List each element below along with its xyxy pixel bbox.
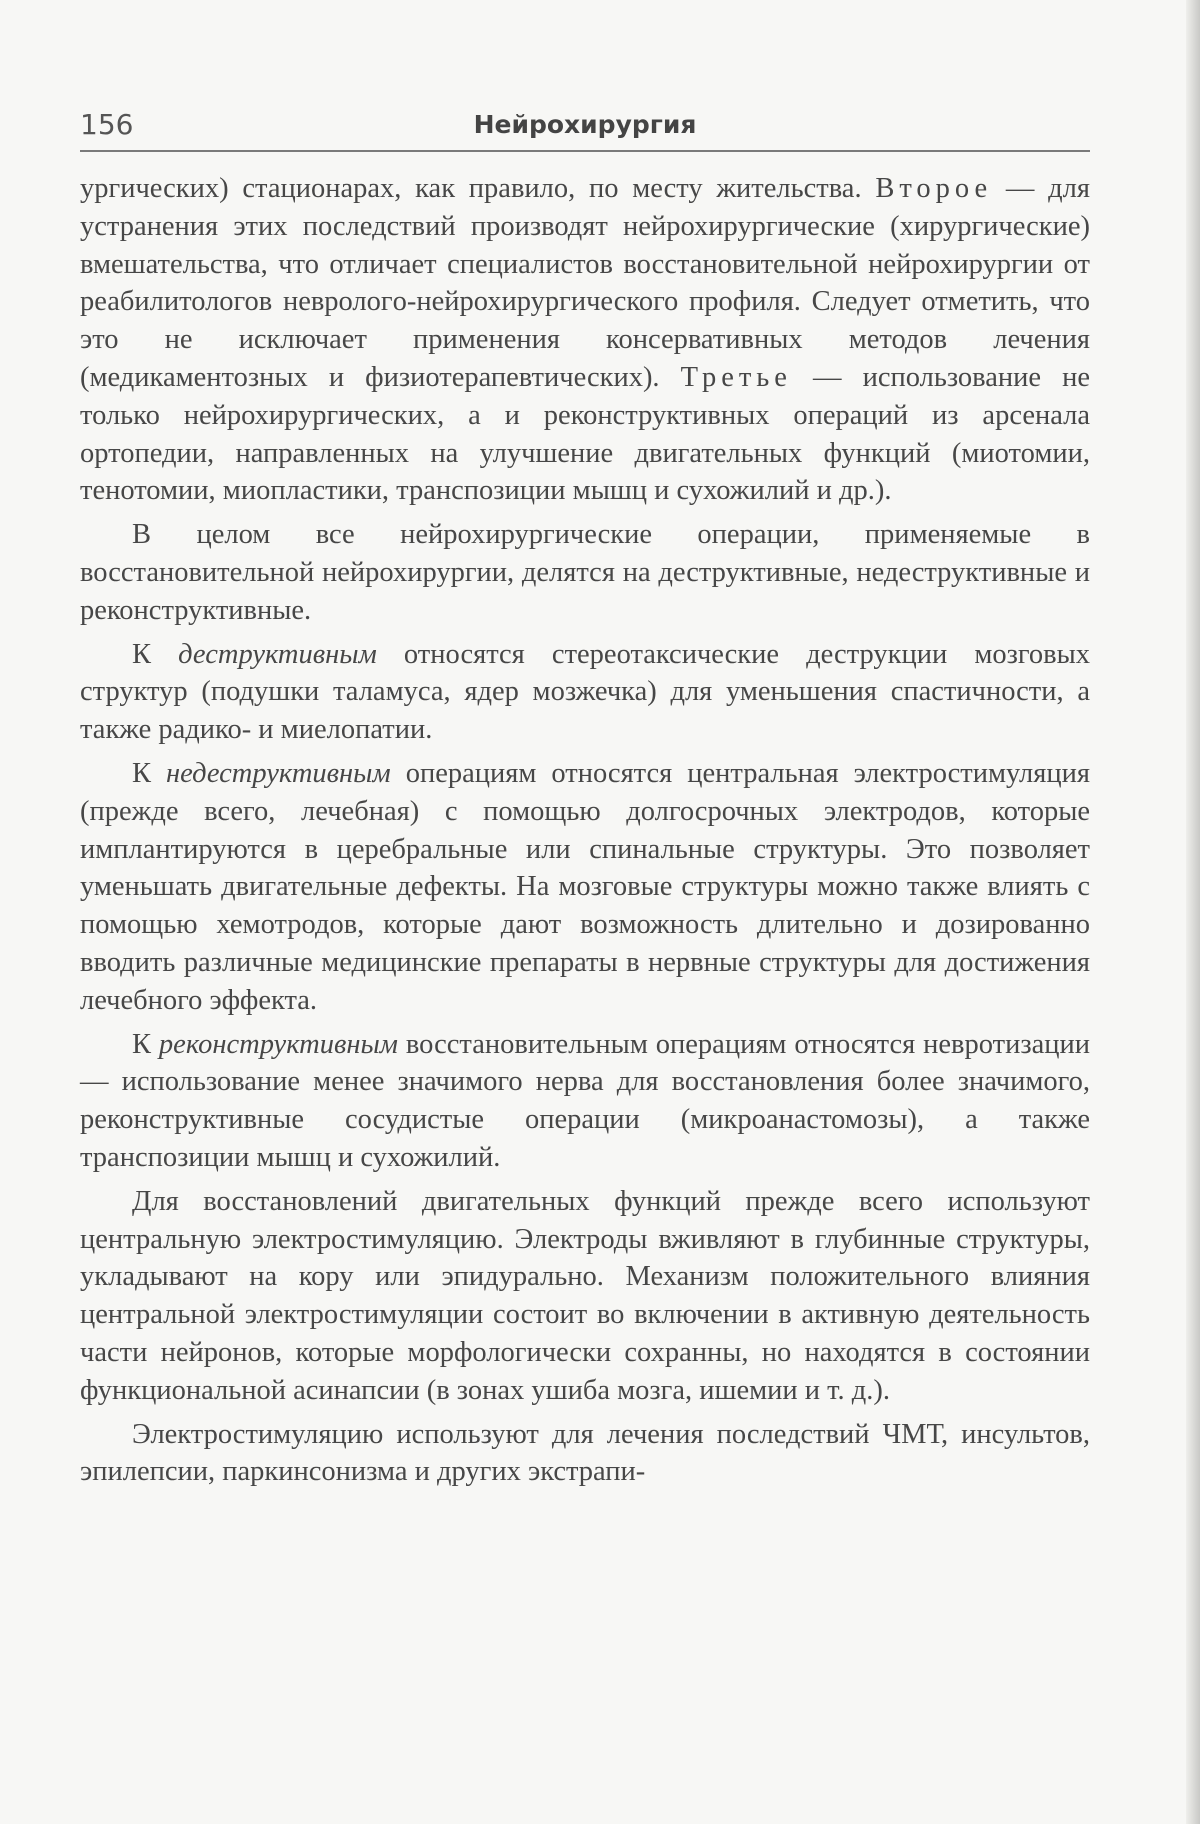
page-number: 156 [80,108,134,141]
paragraph-3 [80,636,1090,749]
page-header [80,104,1090,152]
running-head: Нейрохирургия [473,110,697,139]
paragraph-4-part-b: операциям относятся центральная электростимуляция (прежде всего, лечебная) с помощью долгосрочных электродов, которые имплантируются в церебральные или спинальные структуры. Это позволяет уменьшать двигательные дефекты. На мозговые структуры можно также влиять с помощью хемотродов, которые дают возможность длительно и дозированно вводить различные медицинские препараты в нервные структуры для достижения лечебного эффекта. [80,757,1090,1016]
paragraph-3-part-a: К [132,638,179,670]
paragraph-1-spaced-second: Второе [875,173,993,204]
paragraph-2: В целом все нейрохирургические операции, применяемые в восстановительной нейрохирургии, делятся на деструктивные, недеструктивные и реконструктивные. [80,519,1090,626]
paragraph-5 [80,1026,1090,1177]
paragraph-4-part-a: К [132,757,167,789]
paragraph-1 [80,170,1090,510]
paragraph-5-part-b: восстановительным операциям относятся невротизации — использование менее значимого нерва для восстановления более значимого, реконструктивные сосудистые операции (микроанастомозы), а также транспозиции мышц и сухожилий. [80,1028,1090,1173]
paragraph-1-spaced-third: Третье [680,361,792,393]
body-text [80,170,1090,1497]
paragraph-3-emphasis: деструктивным [178,638,377,670]
paragraph-4-emphasis: недеструктивным [166,757,391,789]
paragraph-5-emphasis: реконструктивным [158,1028,398,1060]
paragraph-1-part-e: — использование не только нейрохирургических, а и реконструктивных операций из арсенала ортопедии, направленных на улучшение двигательных функций (миотомии, тенотомии, миопластики, транспозиции мышц и сухожилий и др.). [80,361,1091,507]
paragraph-1-part-c: — для устранения этих последствий производят нейрохирургические (хирургические) вмешательства, что отличает специалистов восстановительной нейрохирургии от реабилитологов неврологo-нейрохирургического профиля. Следует отметить, что это не исключает применения консервативных методов лечения (медикаментозных и физиотерапевтических). [80,173,1090,393]
paragraph-7: Электростимуляцию используют для лечения последствий ЧМТ, инсультов, эпилепсии, паркинсонизма и других экстрапи- [80,1418,1090,1488]
paragraph-5-part-a: К [132,1028,159,1060]
page-edge-shadow [1186,0,1200,1824]
paragraph-6: Для восстановлений двигательных функций прежде всего используют центральную электростимуляцию. Электроды вживляют в глубинные структуры, укладывают на кору или эпидурально. Механизм положительного влияния центральной электростимуляции состоит во включении в активную деятельность части нейронов, которые морфологически сохранны, но находятся в состоянии функциональной асинапсии (в зонах ушиба мозга, ишемии и т. д.). [80,1185,1090,1406]
paragraph-3-part-b: относятся стереотаксические деструкции мозговых структур (подушки таламуса, ядер мозжечка) для уменьшения спастичности, а также радико- и миелопатии. [80,638,1091,746]
paragraph-1-part-a: ургических) стационарах, как правило, по месту жительства. [80,173,862,204]
paragraph-4 [80,755,1090,1020]
